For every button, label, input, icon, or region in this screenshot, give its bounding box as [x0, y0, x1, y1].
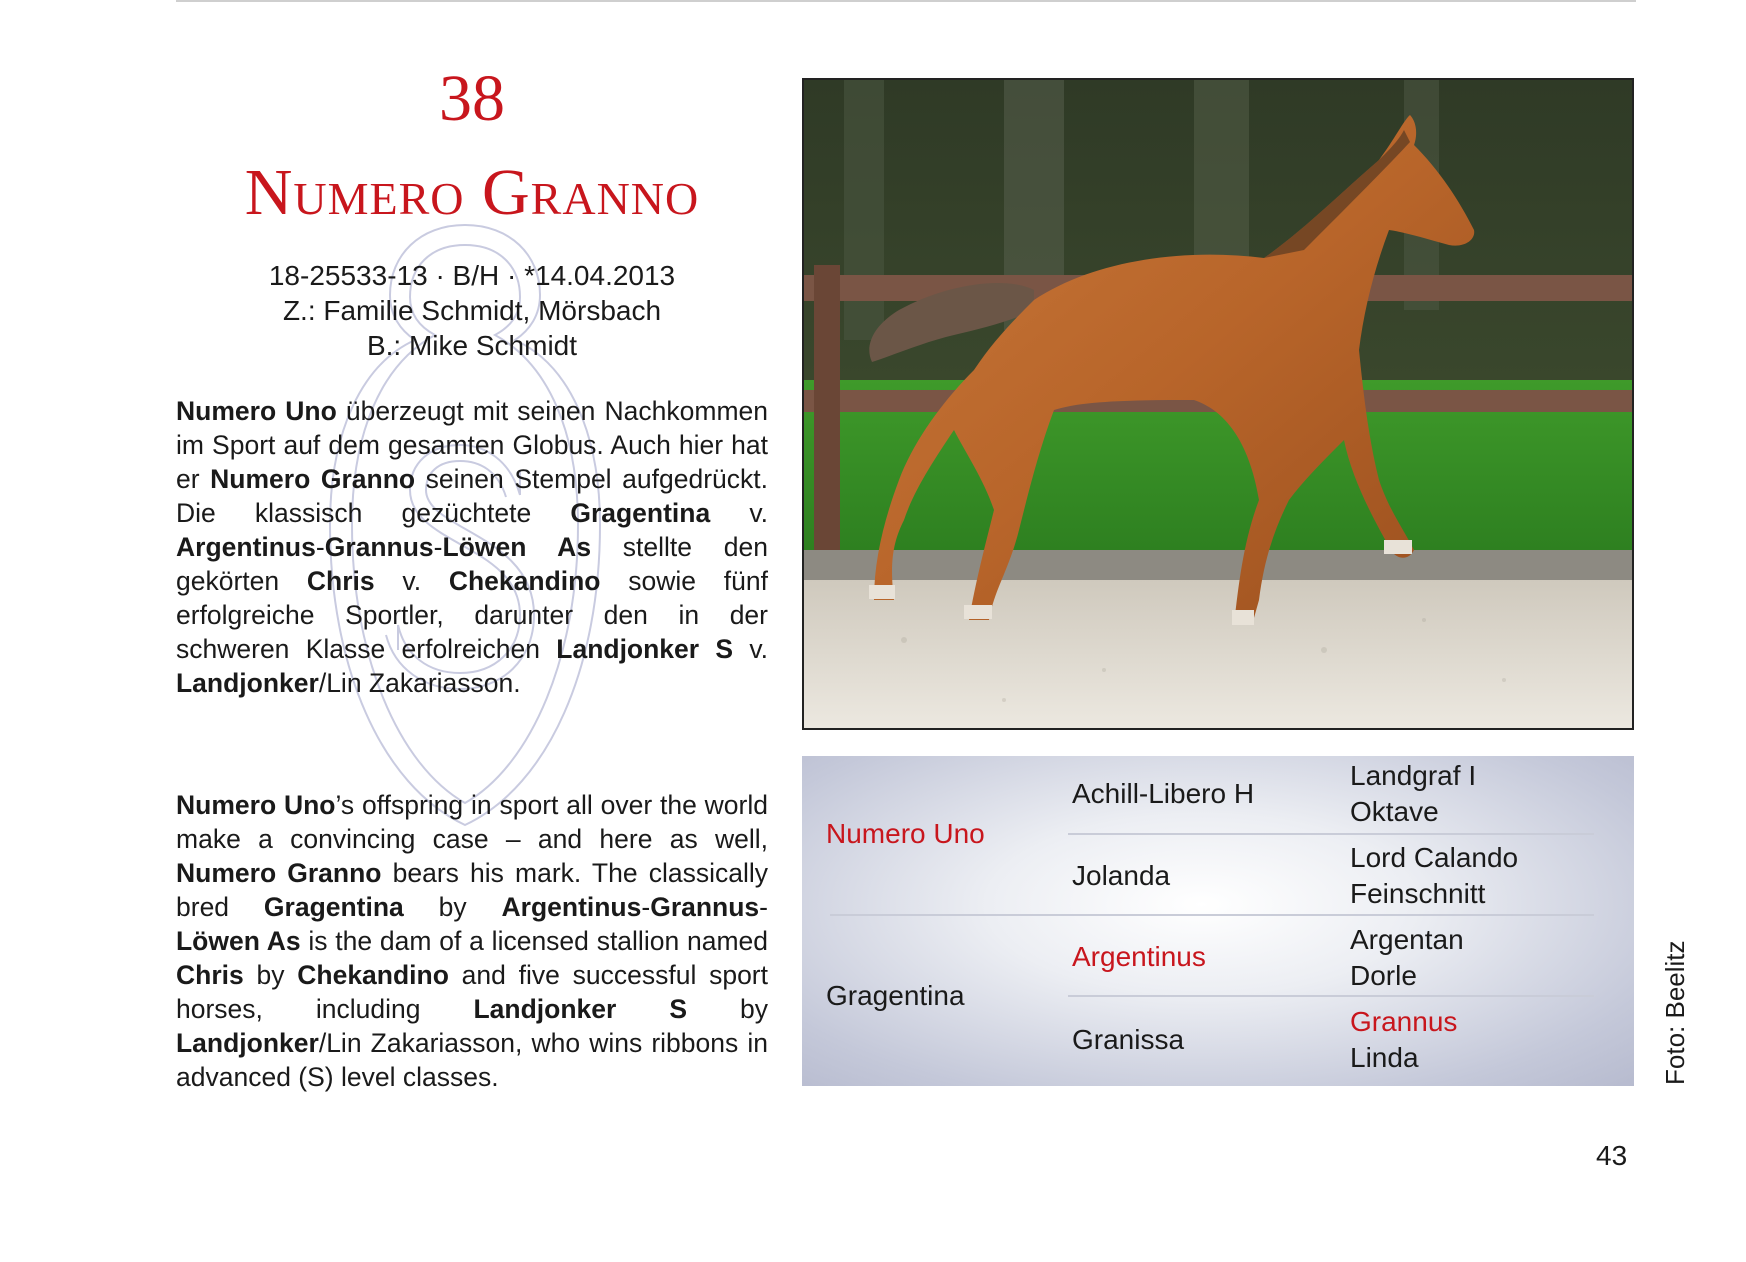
foal-illustration [804, 80, 1632, 728]
meta-breeder: Z.: Familie Schmidt, Mörsbach [282, 295, 662, 326]
meta-registration: 18-25533-13 · B/H · *14.04.2013 [268, 260, 676, 291]
bold-run: Chekandino [297, 960, 449, 990]
pedigree-ss-dam: Oktave [1350, 796, 1439, 827]
pedigree-sire: Numero Uno [826, 818, 985, 849]
pedigree-dam-dam: Granissa [1072, 1024, 1185, 1055]
bold-run: Chris [176, 960, 244, 990]
text-run: ’s offspring in sport all over the world make a convincing case – and here as well, [176, 790, 768, 854]
pedigree-dd-dam: Linda [1350, 1042, 1419, 1073]
text-run: v. [374, 566, 449, 596]
text-run: by [687, 994, 768, 1024]
bold-run: Löwen As [176, 926, 301, 956]
bold-run: Gragentina [263, 892, 404, 922]
bold-run: Landjonker [176, 668, 319, 698]
lot-number: 38 [439, 62, 505, 135]
text-run: v. [733, 634, 768, 664]
bold-run: Chris [306, 566, 375, 596]
pedigree-dam-sire: Argentinus [1072, 941, 1206, 972]
text-run: - [433, 532, 443, 562]
description-german [176, 394, 768, 700]
pedigree-sd-sire: Lord Calando [1350, 842, 1519, 873]
text-run: and five successful sport horses, including [176, 960, 768, 1024]
text-run: /Lin Zakariasson, who wins ribbons in advanced (S) level classes. [176, 1028, 768, 1092]
horse-name: Numero Granno [244, 156, 700, 229]
horse-photo [802, 78, 1634, 730]
bold-run: Landjonker S [556, 634, 734, 664]
top-rule [176, 0, 1636, 2]
pedigree-ss-sire: Landgraf I [1350, 760, 1477, 791]
bold-run: Grannus [324, 532, 434, 562]
pedigree-sire-sire: Achill-Libero H [1072, 778, 1255, 809]
bold-run: Argentinus [501, 892, 642, 922]
bold-run: Argentinus [176, 532, 316, 562]
bold-run: Numero Granno [176, 858, 382, 888]
pedigree-sd-dam: Feinschnitt [1350, 878, 1486, 909]
bold-run: Numero Uno [176, 790, 336, 820]
bold-run: Chekandino [448, 566, 601, 596]
pedigree-ds-dam: Dorle [1350, 960, 1417, 991]
bold-run: Landjonker [176, 1028, 319, 1058]
meta-owner: B.: Mike Schmidt [366, 330, 578, 361]
pedigree-divider [1068, 833, 1594, 835]
bold-run: Numero Uno [176, 396, 337, 426]
text-run: bears his mark. The classically bred [176, 858, 768, 922]
pedigree-divider [1068, 995, 1594, 997]
pedigree-ds-sire: Argentan [1350, 924, 1464, 955]
page-number: 43 [1596, 1140, 1628, 1171]
text-run: by [243, 960, 298, 990]
photo-credit: Foto: Beelitz [1660, 940, 1690, 1085]
text-run: stellte den gekörten [176, 532, 768, 596]
pedigree-table [802, 756, 1634, 1086]
pedigree-sire-dam: Jolanda [1072, 860, 1171, 891]
text-run: - [315, 532, 325, 562]
bold-run: Landjonker S [473, 994, 687, 1024]
text-run: v. [710, 498, 768, 528]
text-run: by [403, 892, 502, 922]
pedigree-dam: Gragentina [826, 980, 965, 1011]
bold-run: Grannus [650, 892, 760, 922]
bold-run: Löwen As [442, 532, 592, 562]
pedigree-dd-sire: Grannus [1350, 1006, 1458, 1037]
bold-run: Gragentina [570, 498, 711, 528]
text-run: sowie fünf erfolgreiche Sportler, darunter den in der schweren Klasse erfolreichen [176, 566, 768, 664]
text-run: - [641, 892, 651, 922]
pedigree-divider [830, 914, 1594, 916]
text-run: /Lin Zakariasson. [318, 668, 521, 698]
text-run: seinen Stempel aufgedrückt. Die klassisch gezüchtete [176, 464, 768, 528]
description-english [176, 788, 768, 1094]
bold-run: Numero Granno [210, 464, 416, 494]
horse-meta [176, 258, 768, 363]
text-run: - [759, 892, 768, 922]
text-run: is the dam of a licensed stallion named [300, 926, 768, 956]
text-run: überzeugt mit seinen Nachkommen im Sport auf dem gesamten Globus. Auch hier hat er [176, 396, 768, 494]
